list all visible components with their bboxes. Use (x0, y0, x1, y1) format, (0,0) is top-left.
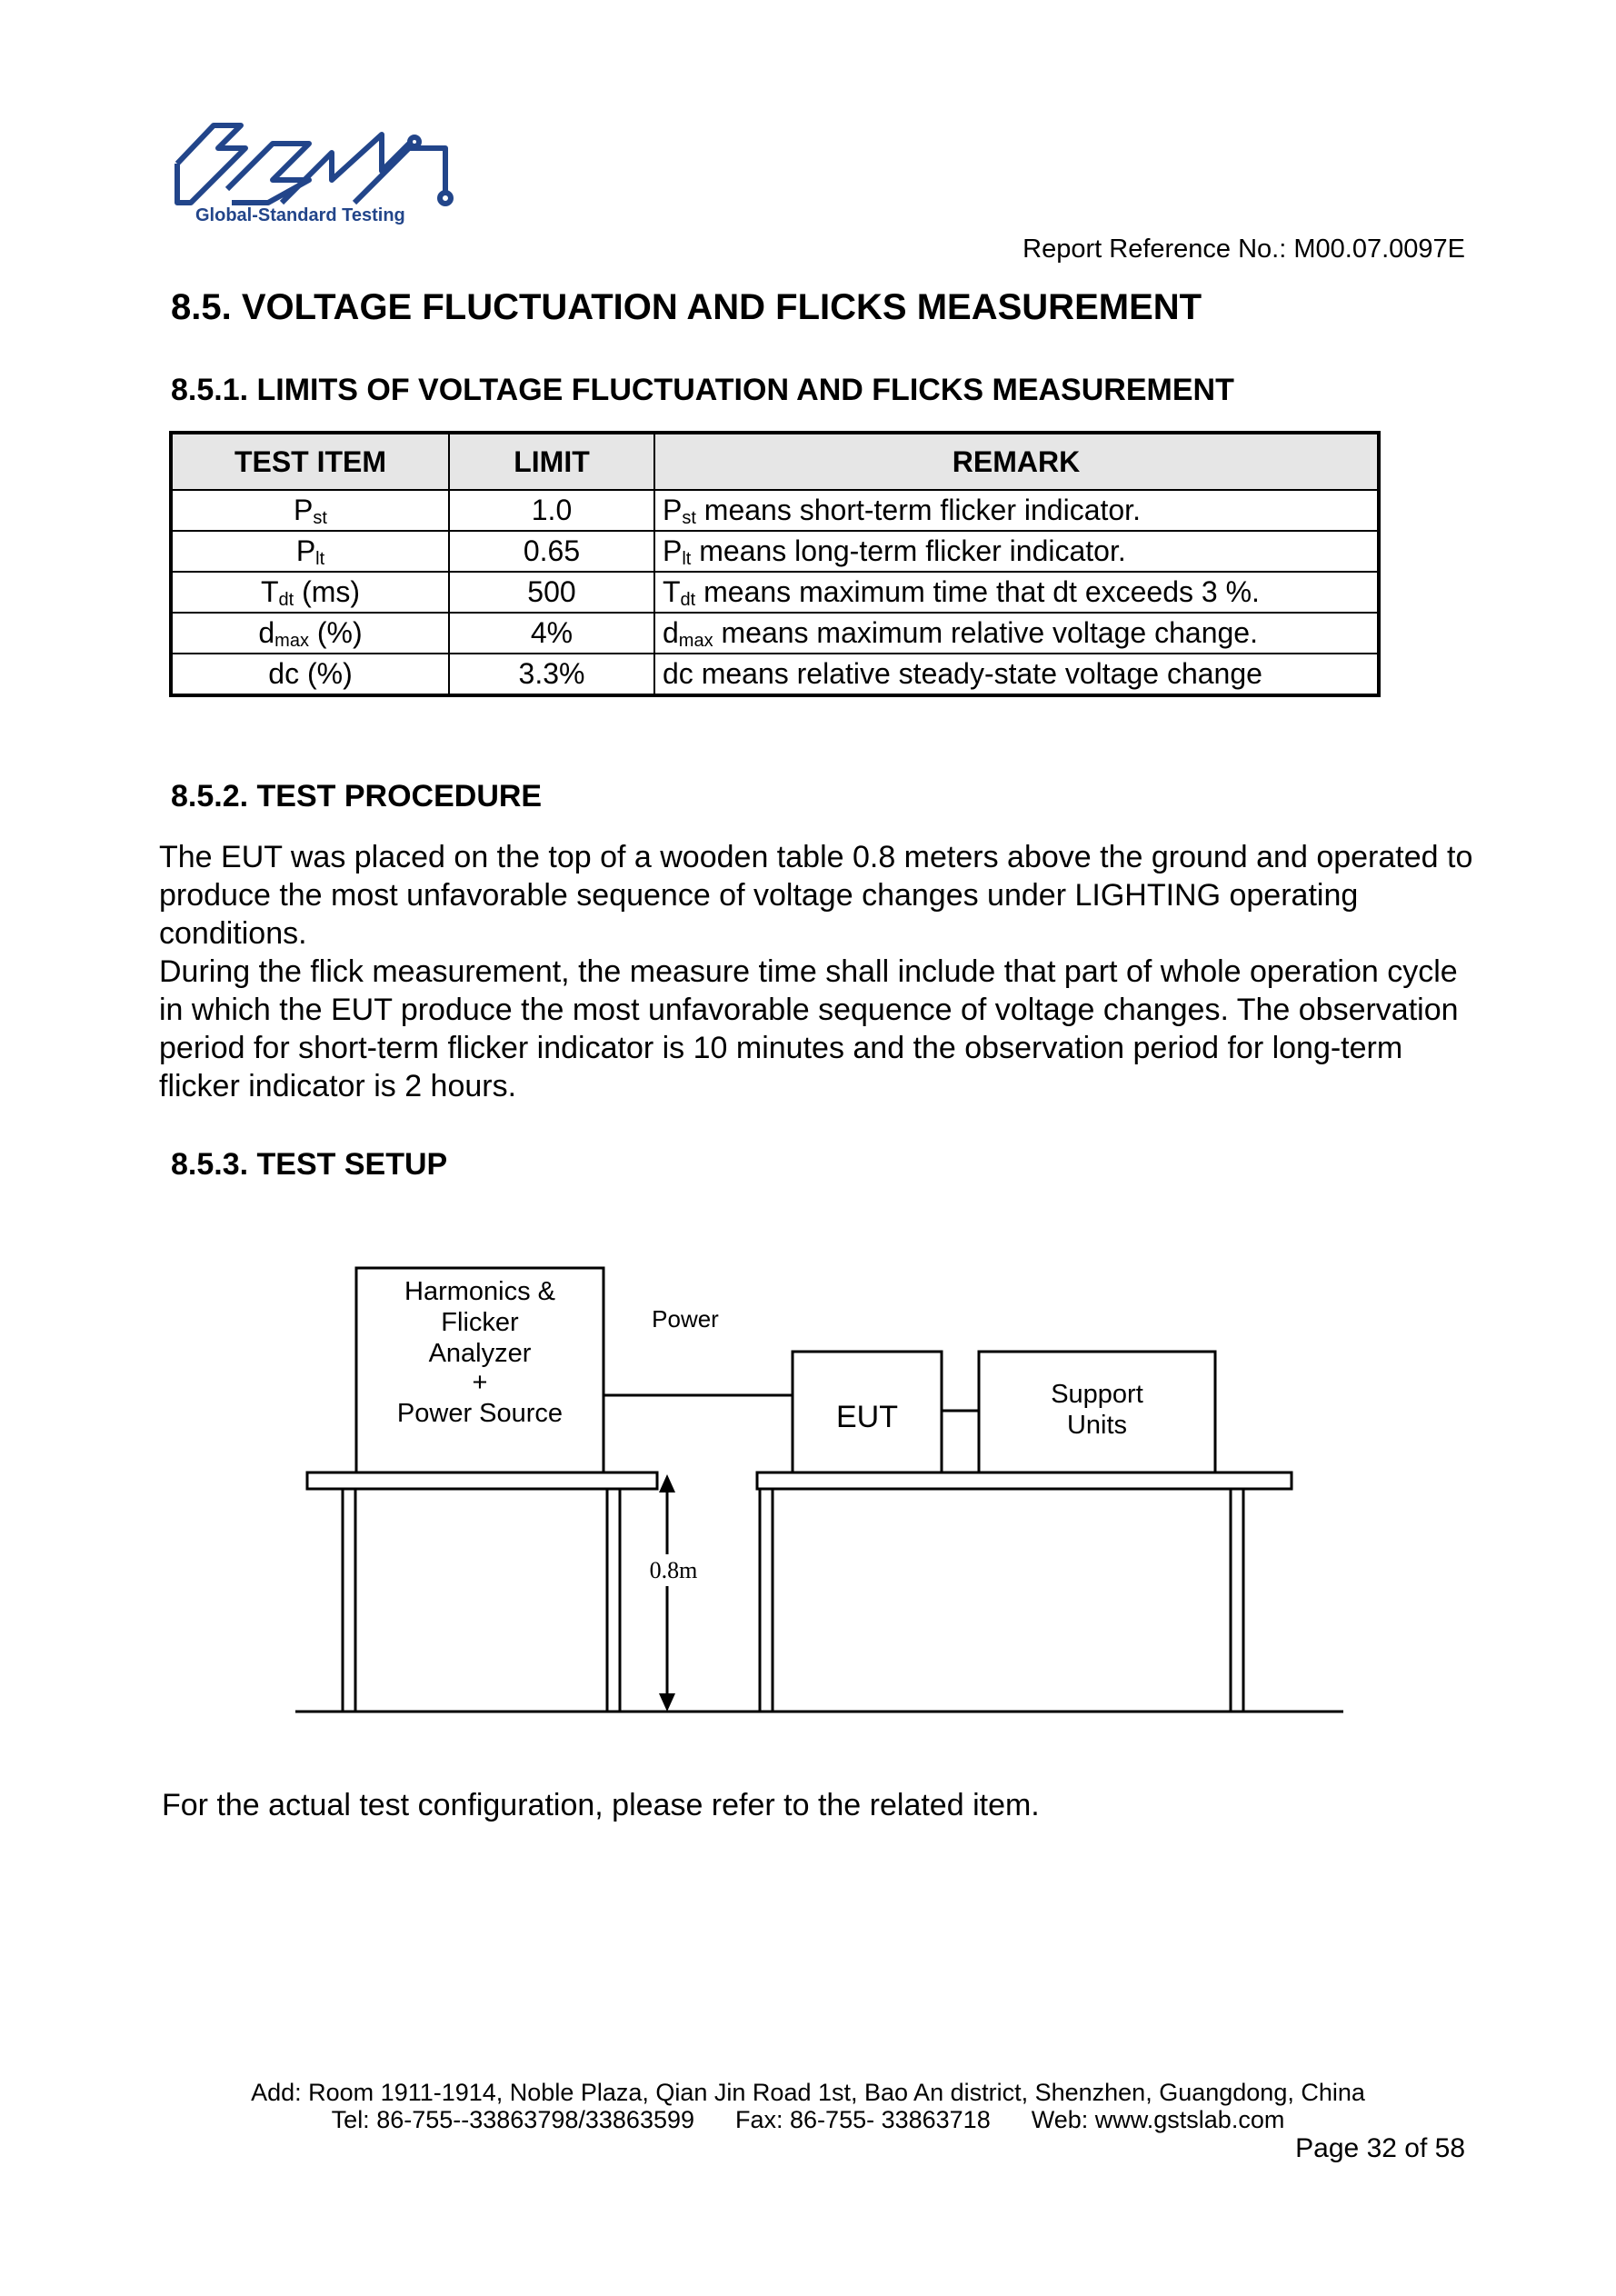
test-item-cell: $T_{dt}$ (ms) (171, 572, 449, 613)
remark-cell: $P_{lt}$ means long-term flicker indicator. (654, 531, 1379, 572)
limit-cell: 3.3% (449, 654, 654, 695)
table-header-row (171, 433, 1379, 490)
footer-contact: Tel: 86-755--33863798/33863599 Fax: 86-755- 33863718 Web: www.gstslab.com (331, 2106, 1285, 2133)
table-row (171, 613, 1379, 654)
limit-cell: 500 (449, 572, 654, 613)
test-item-cell: $d_{max}$ (%) (171, 613, 449, 654)
setup-heading: 8.5.3. TEST SETUP (171, 1147, 448, 1182)
support-label: Units (1066, 1411, 1128, 1440)
analyzer-label: Harmonics & (404, 1277, 555, 1306)
analyzer-label: Analyzer (428, 1339, 532, 1368)
limit-cell: 0.65 (449, 531, 654, 572)
test-item-cell: $P_{st}$ (171, 490, 449, 531)
right-table (757, 1472, 1292, 1489)
remark-cell: $T_{dt}$ means maximum time that dt exceeds 3 %. (654, 572, 1379, 613)
report-reference: Report Reference No.: M00.07.0097E (1022, 235, 1465, 264)
logo-text: Global-Standard Testing (195, 205, 405, 225)
test-item-cell: $P_{lt}$ (171, 531, 449, 572)
support-label: Support (1051, 1380, 1143, 1409)
limit-cell: 4% (449, 613, 654, 654)
limits-table (169, 431, 1381, 697)
analyzer-label: Flicker (441, 1308, 519, 1337)
page-number: Page 32 of 58 (1295, 2133, 1465, 2163)
table-row (171, 654, 1379, 695)
section-title: 8.5. VOLTAGE FLUCTUATION AND FLICKS MEASUREMENT (171, 287, 1202, 327)
footer-address: Add: Room 1911-1914, Noble Plaza, Qian Jin Road 1st, Bao An district, Shenzhen, Guangdong, China (251, 2079, 1365, 2106)
limit-cell: 1.0 (449, 490, 654, 531)
table-row (171, 572, 1379, 613)
eut-label: EUT (836, 1400, 898, 1434)
analyzer-label: Power Source (396, 1399, 564, 1428)
remark-cell: dc means relative steady-state voltage change (654, 654, 1379, 695)
analyzer-label: + (472, 1368, 488, 1397)
table-row (171, 490, 1379, 531)
test-item-cell: dc (%) (171, 654, 449, 695)
height-label: 0.8m (649, 1557, 698, 1583)
remark-cell: $d_{max}$ means maximum relative voltage change. (654, 613, 1379, 654)
procedure-paragraph: During the flick measurement, the measure time shall include that part of whole operation cycle in which the EUT produce the most unfavorable sequence of voltage changes. The observation period for short-term flicker indicator is 10 minutes and the observation period for long-term flicker indicator is 2 hours. (159, 954, 1459, 1103)
test-setup-diagram (291, 1254, 1345, 1727)
table-row (171, 531, 1379, 572)
column-header: REMARK (654, 433, 1379, 490)
procedure-paragraph: The EUT was placed on the top of a wooden table 0.8 meters above the ground and operated to produce the most unfavorable sequence of voltage changes under LIGHTING operating conditions. (159, 840, 1473, 951)
procedure-heading: 8.5.2. TEST PROCEDURE (171, 779, 543, 814)
left-table (307, 1472, 657, 1489)
column-header: TEST ITEM (171, 433, 449, 490)
limits-heading: 8.5.1. LIMITS OF VOLTAGE FLUCTUATION AND FLICKS MEASUREMENT (171, 373, 1234, 407)
remark-cell: $P_{st}$ means short-term flicker indicator. (654, 490, 1379, 531)
configuration-note: For the actual test configuration, please refer to the related item. (162, 1788, 1040, 1822)
company-logo (173, 116, 473, 235)
column-header: LIMIT (449, 433, 654, 490)
power-label: Power (652, 1305, 719, 1333)
